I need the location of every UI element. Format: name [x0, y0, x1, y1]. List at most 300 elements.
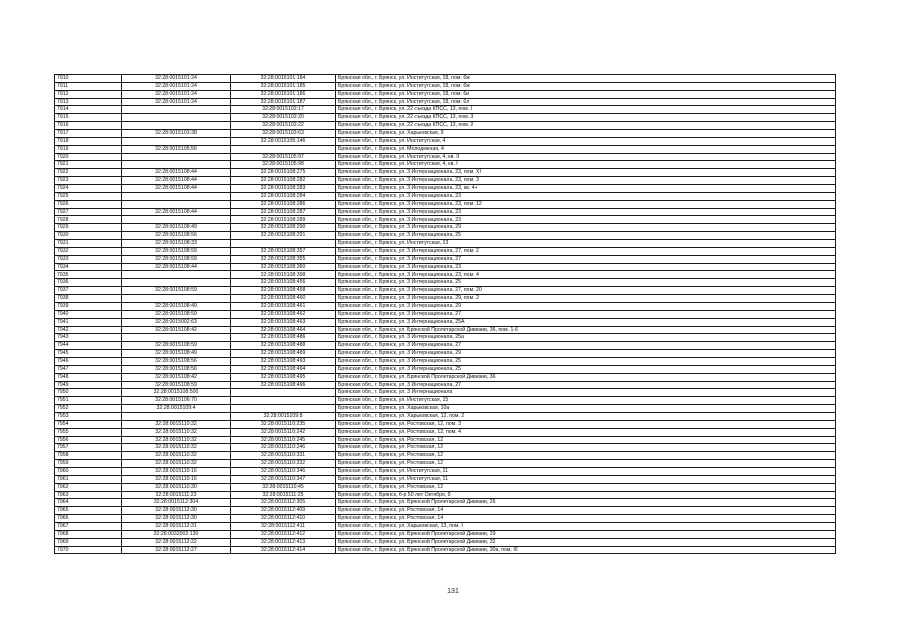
- land-parcel-number-cell: 32:28:0015110:32: [122, 460, 231, 468]
- row-number-cell: 7951: [55, 397, 122, 405]
- land-parcel-number-cell: 32:28:0015108:56: [122, 232, 231, 240]
- object-number-cell: 32:28:0015101:185: [231, 82, 336, 90]
- table-row: [55, 381, 836, 389]
- land-parcel-number-cell: 32:28:0015108:59: [122, 342, 231, 350]
- address-cell: Брянская обл., г. Брянск, ул. 3 Интернационала, 29, пом. 2: [336, 295, 836, 303]
- table-row: [55, 515, 836, 523]
- land-parcel-number-cell: 32:28:0015110:32: [122, 452, 231, 460]
- land-parcel-number-cell: 32:28:0015108:44: [122, 208, 231, 216]
- object-number-cell: 32:28:0015103:63: [231, 130, 336, 138]
- land-parcel-number-cell: 32:28:0015112:22: [122, 538, 231, 546]
- row-number-cell: 7917: [55, 130, 122, 138]
- object-number-cell: 32:28:0015108:283: [231, 185, 336, 193]
- object-number-cell: 32:28:0015102:22: [231, 122, 336, 130]
- object-number-cell: 32:28:0015108:357: [231, 247, 336, 255]
- row-number-cell: 7967: [55, 522, 122, 530]
- address-cell: Брянская обл., г. Брянск, ул. 3 Интернационала, 27: [336, 255, 836, 263]
- object-number-cell: 32:28:0015108:456: [231, 279, 336, 287]
- table-row: [55, 98, 836, 106]
- row-number-cell: 7962: [55, 483, 122, 491]
- table-row: [55, 342, 836, 350]
- table-body: [55, 75, 836, 554]
- row-number-cell: 7914: [55, 106, 122, 114]
- address-cell: Брянская обл., г. Брянск, ул. Ростовская, 12: [336, 452, 836, 460]
- address-cell: Брянская обл., г. Брянск, ул. 3 Интернационала, 23, пом. 4: [336, 271, 836, 279]
- object-number-cell: 32:28:0015112:409: [231, 507, 336, 515]
- row-number-cell: 7939: [55, 302, 122, 310]
- land-parcel-number-cell: [122, 161, 231, 169]
- row-number-cell: 7945: [55, 350, 122, 358]
- table-row: [55, 192, 836, 200]
- table-row: [55, 295, 836, 303]
- object-number-cell: 32:28:0015108:291: [231, 232, 336, 240]
- table-row: [55, 365, 836, 373]
- object-number-cell: 32:28:0015108:494: [231, 365, 336, 373]
- land-parcel-number-cell: 32:28:0015111:23: [122, 491, 231, 499]
- row-number-cell: 7946: [55, 357, 122, 365]
- table-row: [55, 271, 836, 279]
- object-number-cell: 32:28:0015112:305: [231, 499, 336, 507]
- row-number-cell: 7948: [55, 373, 122, 381]
- row-number-cell: 7928: [55, 216, 122, 224]
- object-number-cell: 32:28:0015108:461: [231, 302, 336, 310]
- address-cell: Брянская обл., г. Брянск, ул. 3 Интернационала, 25: [336, 232, 836, 240]
- address-cell: Брянская обл., г. Брянск, ул. 3 Интернационала, 29: [336, 302, 836, 310]
- land-parcel-number-cell: [122, 271, 231, 279]
- land-parcel-number-cell: [122, 114, 231, 122]
- land-parcel-number-cell: 32:28:0015108:59: [122, 381, 231, 389]
- row-number-cell: 7933: [55, 255, 122, 263]
- address-cell: Брянская обл., г. Брянск, ул. 3 Интернационала, 27: [336, 381, 836, 389]
- object-number-cell: 32:28:0015108:290: [231, 224, 336, 232]
- row-number-cell: 7952: [55, 405, 122, 413]
- land-parcel-number-cell: 32:28:0015110:16: [122, 475, 231, 483]
- row-number-cell: 7936: [55, 279, 122, 287]
- table-row: [55, 444, 836, 452]
- object-number-cell: 32:28:0015110:242: [231, 428, 336, 436]
- address-cell: Брянская обл., г. Брянск, ул. Ростовская, 14: [336, 515, 836, 523]
- table-row: [55, 255, 836, 263]
- address-cell: Брянская обл., г. Брянск, ул. 3 Интернационала, 23: [336, 208, 836, 216]
- row-number-cell: 7915: [55, 114, 122, 122]
- address-cell: Брянская обл., г. Брянск, ул. Ростовская, 12, пом. 4: [336, 428, 836, 436]
- address-cell: Брянская обл., г. Брянск, ул. 3 Интернационала, 23, пом. XI: [336, 169, 836, 177]
- address-cell: Брянская обл., г. Брянск, ул. 3 Интернационала, 27: [336, 310, 836, 318]
- table-row: [55, 232, 836, 240]
- address-cell: Брянская обл., г. Брянск, ул. Ростовская, 12: [336, 483, 836, 491]
- address-cell: Брянская обл., г. Брянск, ул. 22 съезда КПСС, 13, пом. 3: [336, 114, 836, 122]
- address-cell: Брянская обл., г. Брянск, ул. Харьковская, 13, пом. I: [336, 522, 836, 530]
- address-cell: Брянская обл., г. Брянск, ул. 3 Интернационала, 29: [336, 350, 836, 358]
- object-number-cell: 32:28:0015108:398: [231, 271, 336, 279]
- row-number-cell: 7923: [55, 177, 122, 185]
- address-cell: Брянская обл., г. Брянск, ул. Институтская, 11: [336, 475, 836, 483]
- object-number-cell: 32:28:0015105:146: [231, 137, 336, 145]
- table-row: [55, 240, 836, 248]
- address-cell: Брянская обл., г. Брянск, ул. Харьковская, 10а: [336, 405, 836, 413]
- address-cell: Брянская обл., г. Брянск, ул. Институтская, 18, пом. 6л: [336, 98, 836, 106]
- table-row: [55, 310, 836, 318]
- row-number-cell: 7919: [55, 145, 122, 153]
- row-number-cell: 7930: [55, 232, 122, 240]
- object-number-cell: 32:28:0015102:17: [231, 106, 336, 114]
- land-parcel-number-cell: [122, 216, 231, 224]
- row-number-cell: 7954: [55, 420, 122, 428]
- address-cell: Брянская обл., г. Брянск, ул. 3 Интернационала, 27, пом. 2: [336, 247, 836, 255]
- table-row: [55, 467, 836, 475]
- row-number-cell: 7959: [55, 460, 122, 468]
- land-parcel-number-cell: [122, 137, 231, 145]
- table-row: [55, 145, 836, 153]
- object-number-cell: 32:28:0015111:25: [231, 491, 336, 499]
- object-number-cell: 32:28:0015112:410: [231, 515, 336, 523]
- table-row: [55, 106, 836, 114]
- address-cell: Брянская обл., г. Брянск, ул. Ростовская, 12: [336, 460, 836, 468]
- row-number-cell: 7949: [55, 381, 122, 389]
- table-row: [55, 475, 836, 483]
- land-parcel-number-cell: [122, 334, 231, 342]
- address-cell: Брянская обл., г. Брянск, ул. Молодежная, 4: [336, 145, 836, 153]
- land-parcel-number-cell: 32:28:0015108:59: [122, 287, 231, 295]
- address-cell: Брянская обл., г. Брянск, ул. 3 Интернационала, 25: [336, 357, 836, 365]
- address-cell: Брянская обл., г. Брянск, ул. Ростовская, 12, пом. 3: [336, 420, 836, 428]
- address-cell: Брянская обл., г. Брянск, ул. 3 Интернационала, 23: [336, 216, 836, 224]
- table-row: [55, 247, 836, 255]
- row-number-cell: 7935: [55, 271, 122, 279]
- object-number-cell: 32:28:0015108:495: [231, 373, 336, 381]
- object-number-cell: 32:28:0015108:462: [231, 310, 336, 318]
- address-cell: Брянская обл., г. Брянск, ул. Брянской Пролетарской Дивизии, 36, пом. 1-6: [336, 326, 836, 334]
- row-number-cell: 7937: [55, 287, 122, 295]
- land-parcel-number-cell: [122, 122, 231, 130]
- land-parcel-number-cell: 32:28:0015108:59: [122, 255, 231, 263]
- row-number-cell: 7918: [55, 137, 122, 145]
- address-cell: Брянская обл., г. Брянск, ул. 3 Интернационала, 25А: [336, 318, 836, 326]
- row-number-cell: 7961: [55, 475, 122, 483]
- table-row: [55, 499, 836, 507]
- object-number-cell: 32:28:0015108:282: [231, 177, 336, 185]
- object-number-cell: 32:28:0015112:412: [231, 530, 336, 538]
- table-row: [55, 169, 836, 177]
- row-number-cell: 7953: [55, 412, 122, 420]
- address-cell: Брянская обл., г. Брянск, ул. Институтская, 11: [336, 467, 836, 475]
- table-row: [55, 82, 836, 90]
- land-parcel-number-cell: 32:28:0015108:56: [122, 365, 231, 373]
- address-cell: Брянская обл., г. Брянск, ул. 3 Интернационала, 23: [336, 263, 836, 271]
- land-parcel-number-cell: 32:28:0015108:49: [122, 224, 231, 232]
- table-row: [55, 412, 836, 420]
- land-parcel-number-cell: 32:28:0015112:30: [122, 507, 231, 515]
- land-parcel-number-cell: [122, 153, 231, 161]
- object-number-cell: 32:28:0015108:284: [231, 192, 336, 200]
- table-row: [55, 177, 836, 185]
- row-number-cell: 7965: [55, 507, 122, 515]
- object-number-cell: 32:28:0015112:411: [231, 522, 336, 530]
- row-number-cell: 7925: [55, 192, 122, 200]
- table-row: [55, 224, 836, 232]
- land-parcel-number-cell: [122, 200, 231, 208]
- table-row: [55, 130, 836, 138]
- address-cell: Брянская обл., г. Брянск, ул. Брянской Пролетарской Дивизии, 30а, пом. III: [336, 546, 836, 554]
- object-number-cell: 32:28:0015110:346: [231, 467, 336, 475]
- row-number-cell: 7929: [55, 224, 122, 232]
- land-parcel-number-cell: [122, 279, 231, 287]
- address-cell: Брянская обл., г. Брянск, ул. Институтская, 18, пом. 6и: [336, 90, 836, 98]
- address-cell: Брянская обл., г. Брянск, ул. Институтская, 4, кв. I: [336, 161, 836, 169]
- object-number-cell: 32:28:0015101:186: [231, 90, 336, 98]
- address-cell: Брянская обл., г. Брянск, ул. 3 Интернационала, 25: [336, 365, 836, 373]
- land-parcel-number-cell: [122, 106, 231, 114]
- land-parcel-number-cell: 32:28:0015108:44: [122, 177, 231, 185]
- land-parcel-number-cell: 32:28:0015108:44: [122, 185, 231, 193]
- object-number-cell: 32:28:0015102:20: [231, 114, 336, 122]
- land-parcel-number-cell: 32:28:0015112:304: [122, 499, 231, 507]
- table-row: [55, 491, 836, 499]
- row-number-cell: 7910: [55, 75, 122, 83]
- address-cell: Брянская обл., г. Брянск, ул. 3 Интернационала, 25а: [336, 334, 836, 342]
- table-row: [55, 185, 836, 193]
- table-row: [55, 373, 836, 381]
- table-row: [55, 350, 836, 358]
- object-number-cell: 32:28:0015110:235: [231, 420, 336, 428]
- object-number-cell: 32:28:0015112:413: [231, 538, 336, 546]
- land-parcel-number-cell: 32:28:0015108:42: [122, 373, 231, 381]
- table-row: [55, 405, 836, 413]
- row-number-cell: 7947: [55, 365, 122, 373]
- table-row: [55, 122, 836, 130]
- table-row: [55, 200, 836, 208]
- table-row: [55, 436, 836, 444]
- address-cell: Брянская обл., г. Брянск, ул. Институтская, 13: [336, 240, 836, 248]
- object-number-cell: 32:28:0015101:187: [231, 98, 336, 106]
- row-number-cell: 7944: [55, 342, 122, 350]
- table-row: [55, 263, 836, 271]
- row-number-cell: 7969: [55, 538, 122, 546]
- land-parcel-number-cell: 32:28:0015103:38: [122, 130, 231, 138]
- property-registry-table: [54, 74, 836, 554]
- object-number-cell: 32:28:0015108:458: [231, 287, 336, 295]
- object-number-cell: 32:28:0015110:332: [231, 460, 336, 468]
- land-parcel-number-cell: 32:28:0015101:24: [122, 82, 231, 90]
- land-parcel-number-cell: 32:28:0015108:33: [122, 240, 231, 248]
- land-parcel-number-cell: 32:28:0015108:49: [122, 302, 231, 310]
- table-row: [55, 137, 836, 145]
- address-cell: Брянская обл., г. Брянск, ул. Институтская, 18, пом. 6ж: [336, 75, 836, 83]
- land-parcel-number-cell: [122, 412, 231, 420]
- row-number-cell: 7931: [55, 240, 122, 248]
- land-parcel-number-cell: 32:28:0015101:24: [122, 75, 231, 83]
- land-parcel-number-cell: 32:28:0015101:24: [122, 90, 231, 98]
- object-number-cell: 32:28:0015108:360: [231, 263, 336, 271]
- row-number-cell: 7966: [55, 515, 122, 523]
- address-cell: Брянская обл., г. Брянск, ул. 3 Интернационала, 29: [336, 224, 836, 232]
- row-number-cell: 7941: [55, 318, 122, 326]
- table-row: [55, 216, 836, 224]
- land-parcel-number-cell: 32:28:0015108:56: [122, 357, 231, 365]
- object-number-cell: 32:28:0015108:489: [231, 350, 336, 358]
- land-parcel-number-cell: 32:28:0032002:130: [122, 530, 231, 538]
- table-row: [55, 326, 836, 334]
- address-cell: Брянская обл., г. Брянск, ул. 22 съезда КПСС, 13, пом. 2: [336, 122, 836, 130]
- address-cell: Брянская обл., г. Брянск, ул. 3 Интернационала: [336, 389, 836, 397]
- page-number: 131: [447, 588, 459, 595]
- table-row: [55, 538, 836, 546]
- address-cell: Брянская обл., г. Брянск, ул. 22 съезда КПСС, 13, пом. I: [336, 106, 836, 114]
- object-number-cell: [231, 405, 336, 413]
- row-number-cell: 7970: [55, 546, 122, 554]
- row-number-cell: 7932: [55, 247, 122, 255]
- land-parcel-number-cell: 32:28:0015108:500: [122, 389, 231, 397]
- object-number-cell: 32:28:0015108:460: [231, 295, 336, 303]
- row-number-cell: 7921: [55, 161, 122, 169]
- object-number-cell: [231, 145, 336, 153]
- object-number-cell: 32:28:0015108:486: [231, 334, 336, 342]
- object-number-cell: 32:28:0015108:493: [231, 357, 336, 365]
- address-cell: Брянская обл., г. Брянск, ул. 3 Интернационала, 23: [336, 192, 836, 200]
- land-parcel-number-cell: [122, 295, 231, 303]
- address-cell: Брянская обл., г. Брянск, ул. Брянской Пролетарской Дивизии, 32: [336, 538, 836, 546]
- row-number-cell: 7950: [55, 389, 122, 397]
- row-number-cell: 7927: [55, 208, 122, 216]
- address-cell: Брянская обл., г. Брянск, ул. Институтская, 18, пом. 6ж: [336, 82, 836, 90]
- land-parcel-number-cell: 32:28:0015110:32: [122, 420, 231, 428]
- land-parcel-number-cell: 32:28:0015002:63: [122, 318, 231, 326]
- row-number-cell: 7924: [55, 185, 122, 193]
- address-cell: Брянская обл., г. Брянск, ул. 3 Интернационала, 23, пом. 12: [336, 200, 836, 208]
- land-parcel-number-cell: 32:28:0015108:59: [122, 247, 231, 255]
- row-number-cell: 7960: [55, 467, 122, 475]
- row-number-cell: 7955: [55, 428, 122, 436]
- row-number-cell: 7938: [55, 295, 122, 303]
- land-parcel-number-cell: 32:28:0015110:32: [122, 428, 231, 436]
- row-number-cell: 7956: [55, 436, 122, 444]
- land-parcel-number-cell: 32:28:0015108:42: [122, 326, 231, 334]
- object-number-cell: 32:28:0015108:463: [231, 318, 336, 326]
- address-cell: Брянская обл., г. Брянск, ул. 3 Интернационала, 27, пом. 20: [336, 287, 836, 295]
- land-parcel-number-cell: 32:28:0015112:27: [122, 546, 231, 554]
- row-number-cell: 7920: [55, 153, 122, 161]
- object-number-cell: 32:28:0015109:8: [231, 412, 336, 420]
- address-cell: Брянская обл., г. Брянск, ул. 3 Интернационала, 23, кв. 4+: [336, 185, 836, 193]
- table-row: [55, 428, 836, 436]
- land-parcel-number-cell: 32:28:0015101:24: [122, 98, 231, 106]
- row-number-cell: 7963: [55, 491, 122, 499]
- table-row: [55, 75, 836, 83]
- row-number-cell: 7943: [55, 334, 122, 342]
- address-cell: Брянская обл., г. Брянск, ул. 3 Интернационала, 23, пом. 3: [336, 177, 836, 185]
- land-parcel-number-cell: 32:28:0015108:49: [122, 350, 231, 358]
- address-cell: Брянская обл., г. Брянск, ул. Институтская, 4: [336, 137, 836, 145]
- row-number-cell: 7942: [55, 326, 122, 334]
- table-row: [55, 546, 836, 554]
- object-number-cell: 32:28:0015112:414: [231, 546, 336, 554]
- object-number-cell: 32:28:0015110:246: [231, 444, 336, 452]
- object-number-cell: 32:28:0015105:97: [231, 153, 336, 161]
- land-parcel-number-cell: 32:28:0015106:70: [122, 397, 231, 405]
- address-cell: Брянская обл., г. Брянск, б-р 50 лет Октября, 9: [336, 491, 836, 499]
- address-cell: Брянская обл., г. Брянск, ул. Брянской Пролетарской Дивизии, 29: [336, 530, 836, 538]
- address-cell: Брянская обл., г. Брянск, ул. Брянской Пролетарской Дивизии, 36: [336, 373, 836, 381]
- address-cell: Брянская обл., г. Брянск, ул. Ростовская, 14: [336, 507, 836, 515]
- table-row: [55, 279, 836, 287]
- table-row: [55, 397, 836, 405]
- table-row: [55, 208, 836, 216]
- address-cell: Брянская обл., г. Брянск, ул. 3 Интернационала, 27: [336, 342, 836, 350]
- address-cell: Брянская обл., г. Брянск, ул. Харьковская, 9: [336, 130, 836, 138]
- address-cell: Брянская обл., г. Брянск, ул. Ростовская, 12: [336, 444, 836, 452]
- table-row: [55, 522, 836, 530]
- row-number-cell: 7934: [55, 263, 122, 271]
- table-row: [55, 389, 836, 397]
- object-number-cell: 32:28:0015105:98: [231, 161, 336, 169]
- table-row: [55, 114, 836, 122]
- object-number-cell: 32:28:0015108:275: [231, 169, 336, 177]
- table-row: [55, 302, 836, 310]
- table-row: [55, 452, 836, 460]
- row-number-cell: 7912: [55, 90, 122, 98]
- table-row: [55, 90, 836, 98]
- land-parcel-number-cell: 32:28:0015112:31: [122, 522, 231, 530]
- object-number-cell: 32:28:0015110:45: [231, 483, 336, 491]
- address-cell: Брянская обл., г. Брянск, ул. Ростовская, 12: [336, 436, 836, 444]
- land-parcel-number-cell: 32:28:0015110:30: [122, 483, 231, 491]
- land-parcel-number-cell: 32:28:0015108:44: [122, 169, 231, 177]
- row-number-cell: 7957: [55, 444, 122, 452]
- row-number-cell: 7913: [55, 98, 122, 106]
- row-number-cell: 7968: [55, 530, 122, 538]
- object-number-cell: [231, 389, 336, 397]
- object-number-cell: 32:28:0015108:464: [231, 326, 336, 334]
- address-cell: Брянская обл., г. Брянск, ул. Институтская, 15: [336, 397, 836, 405]
- land-parcel-number-cell: 32:28:0015108:44: [122, 263, 231, 271]
- table-row: [55, 287, 836, 295]
- address-cell: Брянская обл., г. Брянск, ул. Харьковская, 12, пом. 2: [336, 412, 836, 420]
- table-row: [55, 483, 836, 491]
- object-number-cell: 32:28:0015108:287: [231, 208, 336, 216]
- row-number-cell: 7916: [55, 122, 122, 130]
- object-number-cell: 32:28:0015108:496: [231, 381, 336, 389]
- land-parcel-number-cell: 32:28:0015110:16: [122, 467, 231, 475]
- land-parcel-number-cell: 32:28:0015112:30: [122, 515, 231, 523]
- object-number-cell: 32:28:0015108:355: [231, 255, 336, 263]
- table-row: [55, 460, 836, 468]
- object-number-cell: 32:28:0015110:331: [231, 452, 336, 460]
- row-number-cell: 7940: [55, 310, 122, 318]
- table-row: [55, 334, 836, 342]
- row-number-cell: 7926: [55, 200, 122, 208]
- table-row: [55, 420, 836, 428]
- address-cell: Брянская обл., г. Брянск, ул. Брянской Пролетарской Дивизии, 26: [336, 499, 836, 507]
- object-number-cell: 32:28:0015108:488: [231, 342, 336, 350]
- row-number-cell: 7911: [55, 82, 122, 90]
- table-row: [55, 357, 836, 365]
- row-number-cell: 7964: [55, 499, 122, 507]
- object-number-cell: [231, 397, 336, 405]
- table-row: [55, 507, 836, 515]
- land-parcel-number-cell: 32:28:0015110:32: [122, 436, 231, 444]
- object-number-cell: 32:28:0015110:245: [231, 436, 336, 444]
- table-row: [55, 530, 836, 538]
- address-cell: Брянская обл., г. Брянск, ул. 3 Интернационала, 25: [336, 279, 836, 287]
- object-number-cell: 32:28:0015108:289: [231, 216, 336, 224]
- row-number-cell: 7958: [55, 452, 122, 460]
- object-number-cell: 32:28:0015110:347: [231, 475, 336, 483]
- address-cell: Брянская обл., г. Брянск, ул. Институтская, 4, кв. II: [336, 153, 836, 161]
- land-parcel-number-cell: 32:28:0015108:59: [122, 310, 231, 318]
- table-row: [55, 161, 836, 169]
- table-row: [55, 318, 836, 326]
- land-parcel-number-cell: [122, 192, 231, 200]
